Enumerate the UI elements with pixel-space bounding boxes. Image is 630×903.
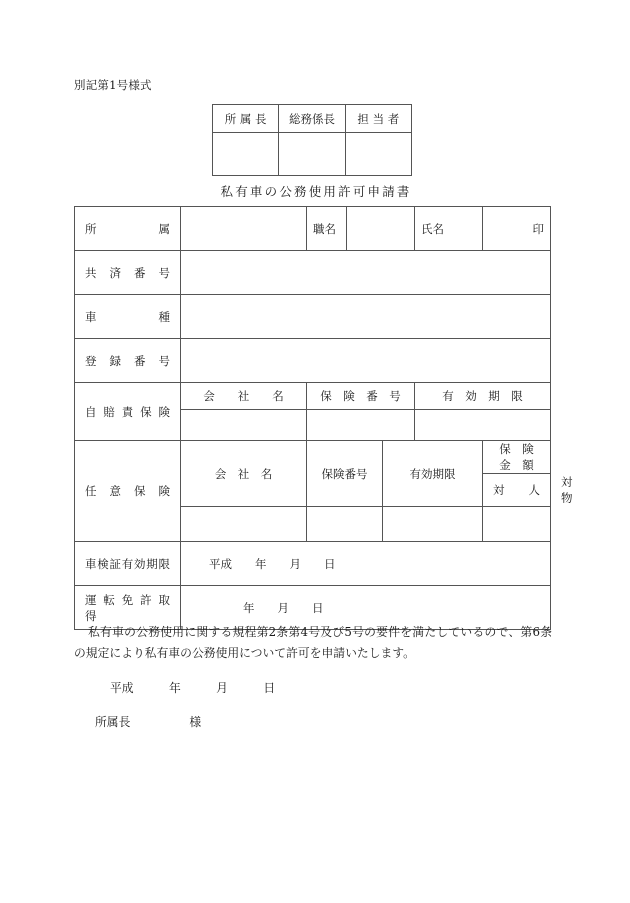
row-registration-number — [75, 339, 551, 383]
row-inspection-expiry — [75, 542, 551, 586]
label-affiliation: 所 属 — [75, 207, 181, 251]
approval-seal-box-person-in-charge[interactable] — [345, 133, 411, 176]
document-title: 私有車の公務使用許可申請書 — [220, 184, 412, 199]
field-mutual-aid-number[interactable] — [181, 251, 551, 295]
field-compulsory-policy-number[interactable] — [307, 410, 415, 441]
field-vehicle-type[interactable] — [181, 295, 551, 339]
label-voluntary-insurance: 任 意 保 険 — [75, 441, 181, 542]
colhead-voluntary-policy-number: 保険番号 — [307, 441, 383, 507]
approval-seal-box-general-affairs-chief[interactable] — [279, 133, 345, 176]
seal-mark: 印 — [532, 221, 544, 236]
row-voluntary-insurance-group-header — [75, 441, 551, 474]
license-acquired-date-template: 年 月 日 — [243, 600, 324, 615]
field-registration-number[interactable] — [181, 339, 551, 383]
signature-date-line[interactable]: 平成 年 月 日 — [110, 681, 276, 695]
field-voluntary-expiry[interactable] — [383, 507, 483, 542]
colhead-voluntary-company: 会 社 名 — [181, 441, 307, 507]
row-mutual-aid-number — [75, 251, 551, 295]
addressee-line: 所属長 様 — [95, 715, 202, 729]
label-registration-number: 登 録 番 号 — [75, 339, 181, 383]
approval-header-general-affairs-chief: 総務係長 — [279, 105, 345, 133]
label-vehicle-type: 車 種 — [75, 295, 181, 339]
label-name: 氏名 — [415, 207, 483, 251]
approval-body-row — [213, 133, 412, 176]
label-mutual-aid-number: 共 済 番 号 — [75, 251, 181, 295]
statement-paragraph: 私有車の公務使用に関する規程第2条第4号及び5号の要件を満たしているので、第6条の規定により私有車の公務使用について許可を申請いたします。 — [74, 625, 552, 660]
approval-header-person-in-charge: 担 当 者 — [345, 105, 411, 133]
label-position: 職名 — [307, 207, 347, 251]
row-compulsory-insurance-header — [75, 383, 551, 410]
approval-seal-box-affiliation-chief[interactable] — [213, 133, 279, 176]
field-name-with-seal[interactable] — [483, 207, 551, 251]
row-vehicle-type — [75, 295, 551, 339]
label-compulsory-insurance: 自 賠 責 保 険 — [75, 383, 181, 441]
colhead-voluntary-amount-bodily: 対 人 — [483, 474, 551, 507]
field-voluntary-company[interactable] — [181, 507, 307, 542]
field-inspection-expiry[interactable] — [181, 542, 551, 586]
field-position[interactable] — [347, 207, 415, 251]
approval-header-affiliation-chief: 所 属 長 — [213, 105, 279, 133]
colhead-compulsory-expiry: 有 効 期 限 — [415, 383, 551, 410]
field-voluntary-amount-bodily[interactable] — [483, 507, 551, 542]
approval-stamp-table — [212, 104, 412, 176]
label-license-acquired: 運 転 免 許 取 得 — [75, 586, 181, 630]
row-voluntary-insurance-amount-subheader: 対 人 対 物 — [75, 474, 551, 507]
application-form-table — [74, 206, 596, 630]
label-inspection-expiry: 車検証有効期限 — [75, 542, 181, 586]
form-number: 別記第1号様式 — [74, 78, 152, 92]
field-affiliation[interactable] — [181, 207, 307, 251]
approval-header-row — [213, 105, 412, 133]
field-voluntary-policy-number[interactable] — [307, 507, 383, 542]
colhead-compulsory-policy-number: 保 険 番 号 — [307, 383, 415, 410]
row-affiliation — [75, 207, 551, 251]
field-compulsory-company[interactable] — [181, 410, 307, 441]
colhead-voluntary-expiry: 有効期限 — [383, 441, 483, 507]
colhead-compulsory-company: 会 社 名 — [181, 383, 307, 410]
field-compulsory-expiry[interactable] — [415, 410, 551, 441]
inspection-expiry-date-template: 平成 年 月 日 — [209, 556, 336, 571]
colhead-voluntary-amount-group: 保 険 金 額 — [483, 441, 551, 474]
